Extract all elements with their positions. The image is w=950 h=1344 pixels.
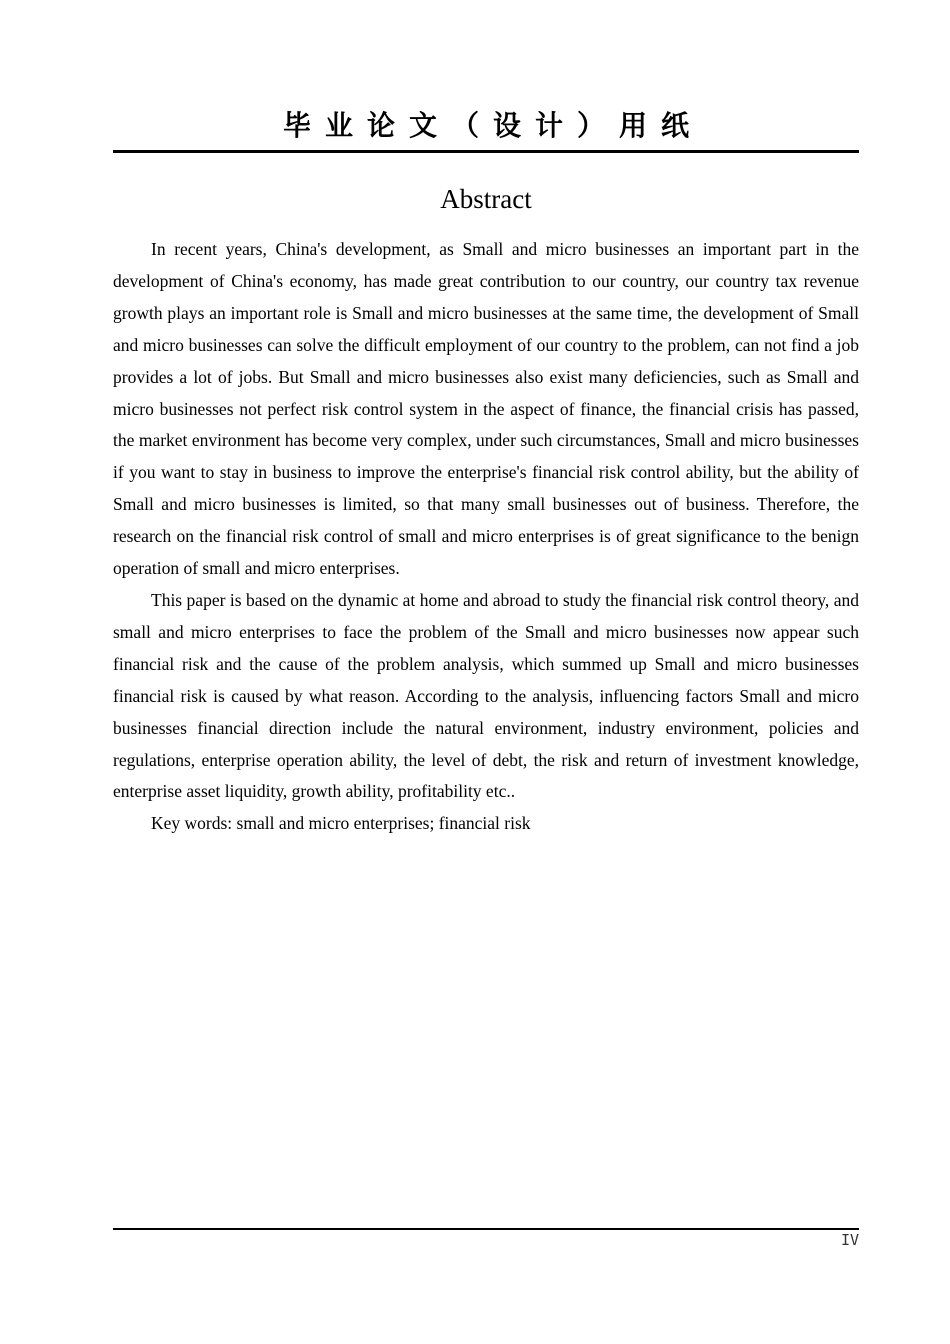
page-header-title: 毕业论文（设计）用纸 (282, 109, 703, 142)
keywords-line: Key words: small and micro enterprises; financial risk (151, 813, 531, 834)
abstract-paragraph-2: This paper is based on the dynamic at home and abroad to study the financial risk control theory, and small and micro enterprises to face the problem of the Small and micro businesses now appear such financial risk and the cause of the problem analysis, which summed up Small and micro businesses financial risk is caused by what reason. According to the analysis, influencing factors Small and micro businesses financial direction include the natural environment, industry environment, policies and regulations, enterprise operation ability, the level of debt, the risk and return of investment knowledge, enterprise asset liquidity, growth ability, profitability etc.. (113, 589, 859, 802)
footer-divider (113, 1228, 859, 1230)
page-number: IV (840, 1231, 859, 1249)
abstract-heading: Abstract (440, 184, 532, 214)
abstract-paragraph-1: In recent years, China's development, as Small and micro businesses an important part in the development of China's economy, has made great contribution to our country, our country tax revenue growth plays an important role is Small and micro businesses at the same time, the development of Small and micro businesses can solve the difficult employment of our country to the problem, can not find a job provides a lot of jobs. But Small and micro businesses also exist many deficiencies, such as Small and micro businesses not perfect risk control system in the aspect of finance, the financial crisis has passed, the market environment has become very complex, under such circumstances, Small and micro businesses if you want to stay in business to improve the enterprise's financial risk control ability, but the ability of Small and micro businesses is limited, so that many small businesses out of business. Therefore, the research on the financial risk control of small and micro enterprises is of great significance to the benign operation of small and micro enterprises. (113, 239, 859, 579)
abstract-body (113, 234, 859, 840)
header-divider (113, 150, 859, 153)
